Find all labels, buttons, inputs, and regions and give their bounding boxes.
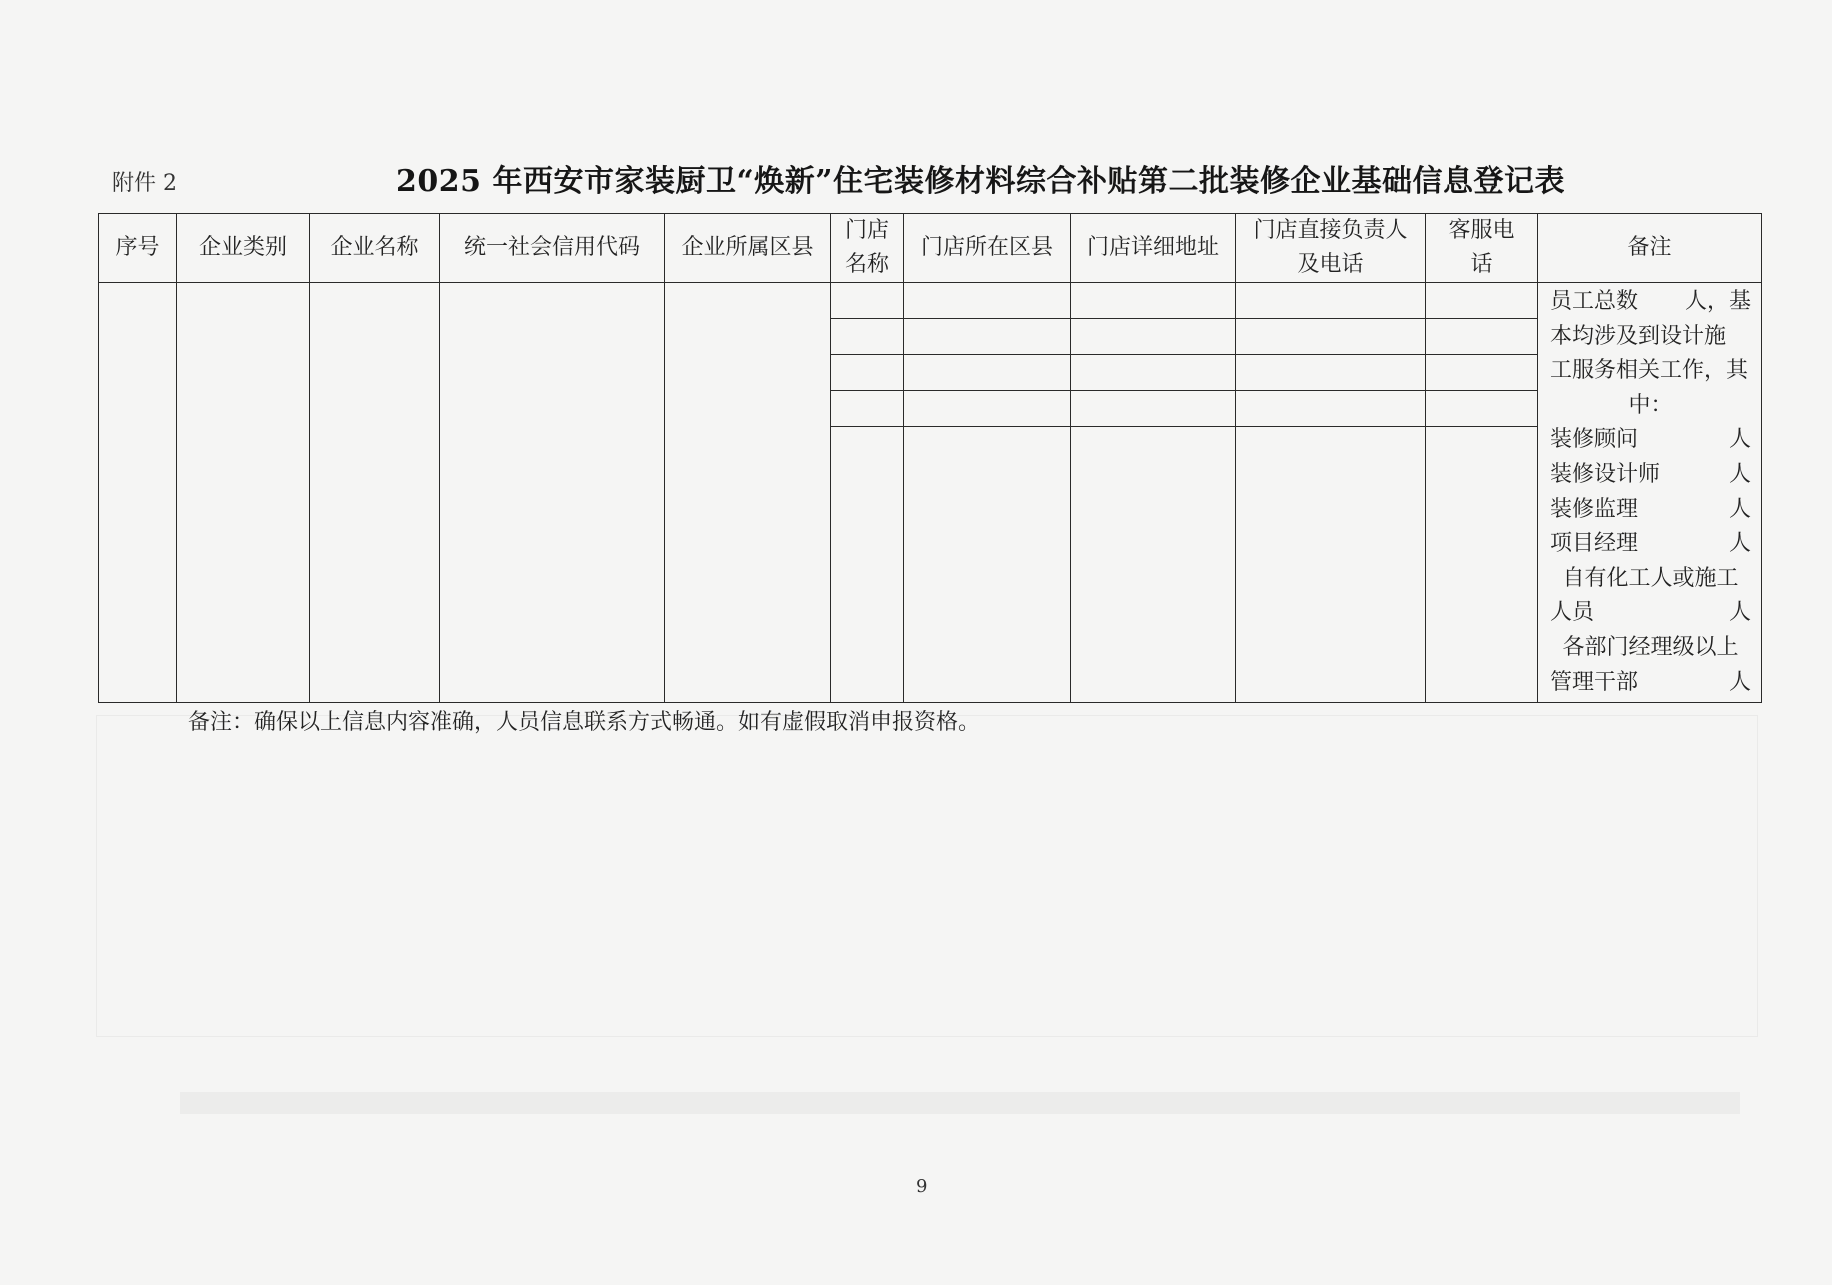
- footnote: 备注：确保以上信息内容准确，人员信息联系方式畅通。如有虚假取消申报资格。: [188, 710, 981, 735]
- remark-line-designer: [1550, 458, 1751, 493]
- cell-store-name[interactable]: [831, 318, 904, 354]
- remark-line-2: 本均涉及到设计施: [1550, 323, 1727, 349]
- cell-service-phone[interactable]: [1426, 426, 1538, 702]
- remark-workers-label: 人员: [1550, 600, 1595, 626]
- remark-total-label: 员工总数: [1550, 289, 1639, 314]
- registration-table: [98, 213, 1762, 703]
- remark-line-3: 工服务相关工作，其: [1550, 358, 1749, 384]
- cell-category[interactable]: [177, 283, 310, 703]
- remark-designer-label: 装修设计师: [1550, 461, 1661, 487]
- header-company-district: 企业所属区县: [665, 214, 831, 283]
- remark-line-workers-b: [1550, 596, 1751, 631]
- cell-service-phone[interactable]: [1426, 318, 1538, 354]
- cell-store-address[interactable]: [1071, 283, 1236, 319]
- remark-project-manager-label: 项目经理: [1550, 531, 1639, 557]
- cell-service-phone[interactable]: [1426, 283, 1538, 319]
- cell-store-name[interactable]: [831, 426, 904, 702]
- header-row: [99, 214, 1762, 283]
- header-service-phone: 客服电话: [1426, 214, 1538, 283]
- header-store-address: 门店详细地址: [1071, 214, 1236, 283]
- remark-unit: 人: [1728, 427, 1751, 453]
- remark-unit: 人: [1728, 600, 1751, 626]
- remark-line-managers-a: 各部门经理级以上: [1562, 634, 1739, 660]
- cell-store-address[interactable]: [1071, 390, 1236, 426]
- cell-store-contact[interactable]: [1236, 426, 1426, 702]
- attachment-label: 附件 2: [112, 171, 177, 196]
- remark-unit: 人: [1728, 669, 1751, 695]
- cell-store-address[interactable]: [1071, 354, 1236, 390]
- header-company-name: 企业名称: [310, 214, 440, 283]
- cell-service-phone[interactable]: [1426, 390, 1538, 426]
- header-seq: 序号: [99, 214, 177, 283]
- cell-seq[interactable]: [99, 283, 177, 703]
- remark-line-workers-a: 自有化工人或施工: [1562, 565, 1739, 591]
- cell-store-contact[interactable]: [1236, 283, 1426, 319]
- document-title: 2025 年西安市家装厨卫“焕新”住宅装修材料综合补贴第二批装修企业基础信息登记表: [396, 164, 1565, 199]
- header-store-contact: 门店直接负责人及电话: [1236, 214, 1426, 283]
- cell-store-district[interactable]: [904, 318, 1071, 354]
- cell-store-name[interactable]: [831, 390, 904, 426]
- remark-unit: 人: [1728, 496, 1751, 522]
- remark-line-total: [1550, 285, 1751, 320]
- cell-service-phone[interactable]: [1426, 354, 1538, 390]
- remark-consultant-label: 装修顾问: [1550, 427, 1639, 453]
- header-category: 企业类别: [177, 214, 310, 283]
- page-number: 9: [916, 1176, 928, 1197]
- remark-managers-label: 管理干部: [1550, 669, 1639, 695]
- bleed-through-shadow: [96, 715, 1758, 1037]
- cell-store-district[interactable]: [904, 283, 1071, 319]
- remark-total-suffix: 人，基: [1684, 289, 1751, 314]
- remark-line-project-manager: [1550, 527, 1751, 562]
- remark-unit: 人: [1728, 531, 1751, 557]
- header-remark: 备注: [1538, 214, 1762, 283]
- cell-store-district[interactable]: [904, 354, 1071, 390]
- cell-store-contact[interactable]: [1236, 318, 1426, 354]
- bleed-through-text-shadow: [180, 1092, 1740, 1114]
- cell-company-district[interactable]: [665, 283, 831, 703]
- remark-line-consultant: [1550, 423, 1751, 458]
- remark-line-4: 中：: [1628, 392, 1673, 418]
- remark-line-managers-b: [1550, 666, 1751, 701]
- cell-store-district[interactable]: [904, 390, 1071, 426]
- remark-line-supervisor: [1550, 493, 1751, 528]
- table-row: [99, 283, 1762, 319]
- cell-store-name[interactable]: [831, 354, 904, 390]
- cell-store-name[interactable]: [831, 283, 904, 319]
- cell-store-address[interactable]: [1071, 318, 1236, 354]
- cell-store-address[interactable]: [1071, 426, 1236, 702]
- header-credit-code: 统一社会信用代码: [440, 214, 665, 283]
- cell-company-name[interactable]: [310, 283, 440, 703]
- header-store-name: 门店名称: [831, 214, 904, 283]
- cell-store-district[interactable]: [904, 426, 1071, 702]
- cell-store-contact[interactable]: [1236, 390, 1426, 426]
- cell-credit-code[interactable]: [440, 283, 665, 703]
- header-store-district: 门店所在区县: [904, 214, 1071, 283]
- cell-remark: [1538, 283, 1762, 703]
- remark-supervisor-label: 装修监理: [1550, 496, 1639, 522]
- remark-unit: 人: [1728, 461, 1751, 487]
- cell-store-contact[interactable]: [1236, 354, 1426, 390]
